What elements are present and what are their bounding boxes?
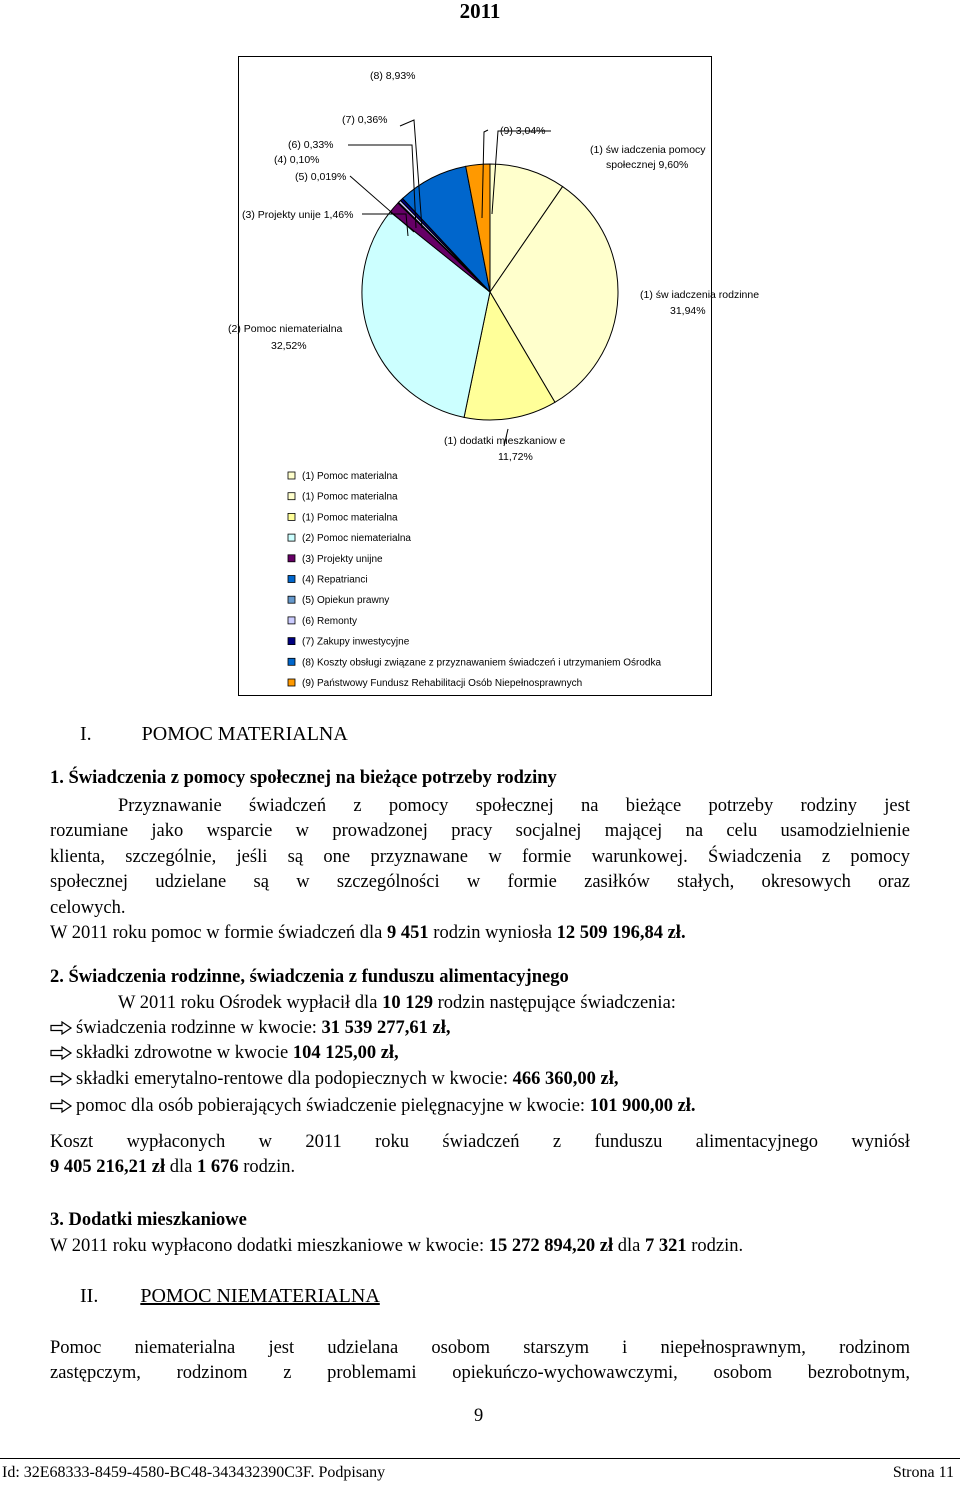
label-opiekun: (5) 0,019%: [295, 171, 347, 183]
subsection-1-heading: 1. Świadczenia z pomocy społecznej na bieżące potrzeby rodziny: [50, 768, 557, 788]
legend-label: (4) Repatrianci: [302, 574, 368, 586]
arrow-right-icon: [50, 1067, 76, 1092]
chart-legend: [288, 471, 661, 689]
paragraph-line: rozumiane jako wsparcie w prowadzonej pracy socjalnej mającej na celu usamodzielnienie: [50, 821, 910, 841]
paragraph-cost: 9 405 216,21 zł dla 1 676 rodzin.: [50, 1157, 296, 1177]
label-swiadczenia-rodzinne-pct: 31,94%: [670, 305, 706, 317]
section-2-number: II.: [80, 1285, 99, 1307]
legend-label: (1) Pomoc materialna: [302, 491, 398, 503]
footer-id: Id: 32E68333-8459-4580-BC48-343432390C3F. Podpisany: [2, 1464, 386, 1481]
section-2-heading: POMOC NIEMATERIALNA: [140, 1285, 380, 1307]
section-2-title: [80, 1284, 380, 1309]
legend-swatch: [288, 658, 295, 665]
bullet-amount: 104 125,00 zł,: [292, 1043, 399, 1063]
legend-label: (2) Pomoc niematerialna: [302, 533, 411, 545]
label-swiadczenia-pomocy-pct: społecznej 9,60%: [606, 159, 689, 171]
footer-divider: [0, 1458, 960, 1459]
label-dodatki-pct: 11,72%: [498, 451, 533, 463]
paragraph-intro: W 2011 roku Ośrodek wypłacił dla 10 129 rodzin następujące świadczenia:: [118, 993, 676, 1013]
label-repatrianci: (4) 0,10%: [274, 154, 320, 166]
page-number: 9: [474, 1406, 484, 1426]
legend-label: (6) Remonty: [302, 615, 358, 627]
legend-swatch: [288, 534, 295, 541]
label-projekty: (3) Projekty unije 1,46%: [242, 209, 354, 221]
legend-swatch: [288, 679, 295, 686]
paragraph-line: zastępczym, rodzinom z problemami opiekuńczo-wychowawczymi, osobom bezrobotnym,: [50, 1363, 910, 1383]
label-pfron: (9) 3,04%: [500, 125, 546, 137]
bullet-amount: 101 900,00 zł.: [589, 1096, 696, 1116]
legend-swatch: [288, 576, 295, 583]
legend-label: (1) Pomoc materialna: [302, 471, 398, 482]
paragraph-line: Przyznawanie świadczeń z pomocy społecznej na bieżące potrzeby rodziny jest: [118, 796, 910, 816]
bullet-text: świadczenia rodzinne w kwocie:: [76, 1018, 322, 1038]
section-1-title: [80, 722, 348, 747]
subsection-2-heading: 2. Świadczenia rodzinne, świadczenia z funduszu alimentacyjnego: [50, 967, 569, 987]
legend-swatch: [288, 638, 295, 645]
legend-label: (1) Pomoc materialna: [302, 512, 398, 524]
label-zakupy: (7) 0,36%: [342, 114, 388, 126]
label-pomoc-niematerialna: (2) Pomoc niematerialna: [228, 323, 343, 335]
legend-label: (3) Projekty unijne: [302, 553, 383, 565]
legend-swatch: [288, 596, 295, 603]
label-remonty: (6) 0,33%: [288, 139, 334, 151]
legend-swatch: [288, 472, 295, 479]
footer-page: Strona 11: [892, 1464, 954, 1481]
subsection-3-heading: 3. Dodatki mieszkaniowe: [50, 1210, 247, 1230]
bullet-item: [50, 1067, 619, 1092]
arrow-right-icon: [50, 1016, 76, 1041]
bullet-item: [50, 1094, 696, 1119]
label-swiadczenia-rodzinne: (1) św iadczenia rodzinne: [640, 289, 760, 301]
paragraph-line: celowych.: [50, 898, 126, 918]
paragraph-summary: W 2011 roku pomoc w formie świadczeń dla 9 451 rodzin wyniosła 12 509 196,84 zł.: [50, 923, 686, 943]
section-1-number: I.: [80, 723, 92, 745]
arrow-right-icon: [50, 1041, 76, 1066]
legend-swatch: [288, 555, 295, 562]
paragraph-dodatki: W 2011 roku wypłacono dodatki mieszkaniowe w kwocie: 15 272 894,20 zł dla 7 321 rodzin.: [50, 1236, 744, 1256]
label-koszty-obslugi: (8) 8,93%: [370, 70, 416, 82]
legend-label: (5) Opiekun prawny: [302, 595, 390, 607]
legend-label: (8) Koszty obsługi związane z przyznawaniem świadczeń i utrzymaniem Ośrodka: [302, 657, 662, 669]
bullet-text: pomoc dla osób pobierających świadczenie pielęgnacyjne w kwocie:: [76, 1096, 590, 1116]
section-1-heading: POMOC MATERIALNA: [141, 723, 348, 745]
bullet-text: składki emerytalno-rentowe dla podopiecznych w kwocie:: [76, 1069, 513, 1089]
legend-label: (9) Państwowy Fundusz Rehabilitacji Osób Niepełnosprawnych: [302, 678, 583, 689]
legend-swatch: [288, 513, 295, 520]
paragraph-line: klienta, szczególnie, jeśli są one przyznawane w formie warunkowej. Świadczenia z pomocy: [50, 847, 910, 867]
label-swiadczenia-pomocy: (1) św iadczenia pomocy: [590, 144, 706, 156]
page-year: 2011: [459, 0, 501, 23]
legend-label: (7) Zakupy inwestycyjne: [302, 636, 410, 648]
legend-swatch: [288, 617, 295, 624]
bullet-amount: 466 360,00 zł,: [512, 1069, 619, 1089]
bullet-text: składki zdrowotne w kwocie: [76, 1043, 293, 1063]
bullet-amount: 31 539 277,61 zł,: [321, 1018, 451, 1038]
arrow-right-icon: [50, 1094, 76, 1119]
paragraph-line: społecznej udzielane są w szczególności w formie zasiłków stałych, okresowych oraz: [50, 872, 910, 892]
bullet-item: [50, 1041, 399, 1066]
label-pomoc-niematerialna-pct: 32,52%: [271, 340, 307, 352]
pie-chart: [228, 56, 760, 696]
paragraph-line: Koszt wypłaconych w 2011 roku świadczeń z funduszu alimentacyjnego wyniósł: [50, 1132, 910, 1152]
bullet-item: [50, 1016, 451, 1041]
paragraph-line: Pomoc niematerialna jest udzielana osobom starszym i niepełnosprawnym, rodzinom: [50, 1338, 910, 1358]
label-dodatki: (1) dodatki mieszkaniow e: [444, 435, 566, 447]
legend-swatch: [288, 493, 295, 500]
